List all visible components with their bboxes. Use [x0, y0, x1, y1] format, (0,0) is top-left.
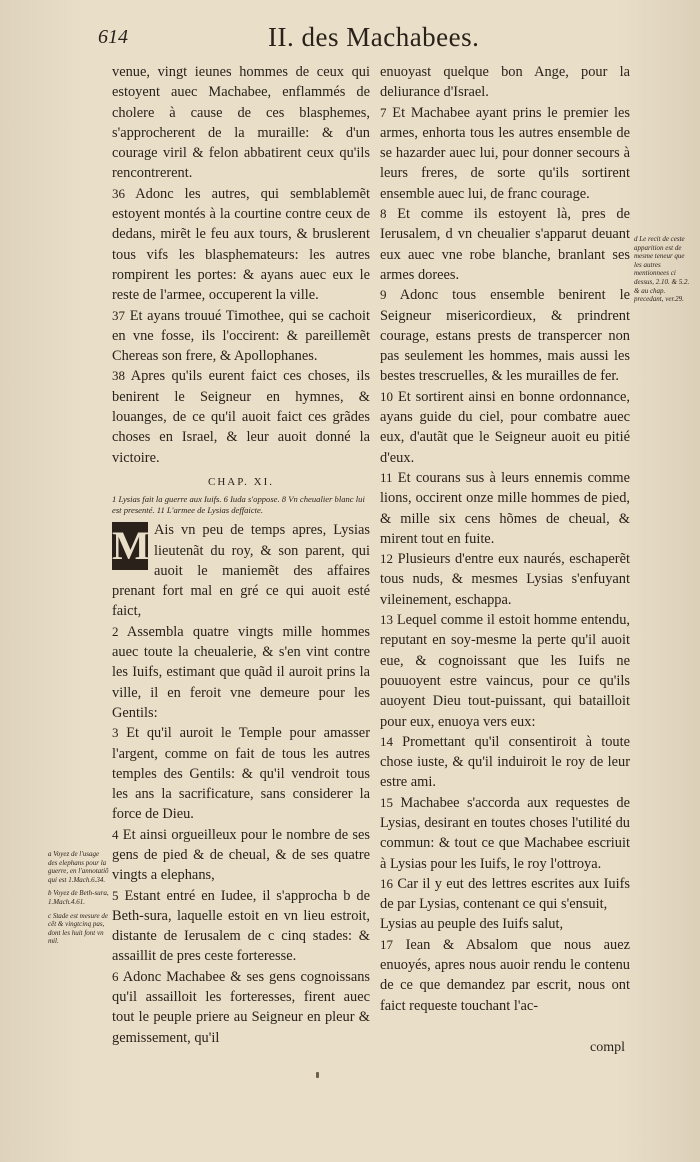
catchword: compl	[590, 1040, 625, 1055]
verse	[380, 935, 630, 1016]
verse-number: 5	[112, 887, 119, 903]
verse-number: 2	[112, 623, 119, 639]
verse-text: Et sortirent ainsi en bonne ordonnance, ayans guide du ciel, pour combatre auec eux, d'autãt que le Seigneur auoit eu pitié d'eux.	[380, 388, 630, 466]
left-column	[112, 62, 370, 1048]
verse	[380, 468, 630, 549]
chapter-heading: CHAP. XI.	[208, 475, 274, 488]
verse-number: 11	[380, 469, 393, 485]
verse-text: Lysias au peuple des Iuifs salut,	[380, 916, 564, 933]
verse	[380, 387, 630, 468]
verse-text: Promettant qu'il consentiroit à toute chose iuste, & qu'il induiroit le roy de leur estre ami.	[380, 733, 630, 791]
verse	[380, 103, 630, 204]
right-column	[380, 62, 630, 1016]
verse-number: 9	[380, 287, 387, 303]
chapter-opening	[112, 520, 370, 621]
verse	[112, 967, 370, 1048]
verse-text: Et ainsi orgueilleux pour le nombre de ses gens de pied & de cheual, & de ses quatre vingts a elephans,	[112, 826, 370, 884]
verse-number: 12	[380, 551, 393, 567]
verse-text: Et comme ils estoyent là, pres de Ierusalem, d vn cheualier s'apparut deuant eux auec vne robe blanche, branlant ses armes dorees.	[380, 206, 630, 283]
verse-number: 4	[112, 826, 119, 842]
verse-text: Estant entré en Iudee, il s'approcha b de Beth-sura, laquelle estoit en vn lieu estroit, distante de Ierusalem de c cinq stades: & assaillit de pres ceste forteresse.	[112, 887, 370, 965]
verse	[380, 793, 630, 874]
verse-text: Et qu'il auroit le Temple pour amasser l'argent, comme on fait de tous les autres temples des Gentils: & qu'il vendroit tous les ans la sacrificature, sans considerer la force de Dieu.	[112, 725, 370, 823]
verse-text: venue, vingt ieunes hommes de ceux qui estoyent auec Machabee, enflammés de cholere à cause de ces blasphemes, s'approcherent de la muraille: & d'un courage viril & felon abbatirent ceux qu'ils rencontrerent.	[112, 64, 370, 182]
verse-text: Et Machabee ayant prins le premier les armes, enhorta tous les autres ensemble de se hazarder auec lui, pour donner secours à leurs freres, de sorte qu'ils sortirent ensemble auec lui, de franc courage.	[380, 104, 630, 202]
running-title: II. des Machabees.	[268, 22, 480, 52]
verse-text: Lequel comme il estoit homme entendu, reputant en soy-mesme la perte qu'il auoit eue, & cognoissant que les Iuifs ne pouuoyent estre vaincus, pour ce qu'ils auoyent Dieu tout-puissant, qui batailloit pour eux, enuoya vers eux:	[380, 612, 630, 730]
verse-number: 14	[380, 733, 393, 749]
verse-number: 15	[380, 794, 393, 810]
verse	[380, 285, 630, 386]
margin-note: d Le recit de ceste apparition est de mesme teneur que les autres mentionnees ci dessus, 2.10. & 5.2. & au chap. precedant, ver.29.	[634, 235, 690, 304]
verse-text: Et courans sus à leurs ennemis comme lions, occirent onze mille hommes de pied, & mille six cens hõmes de cheual, & mirent tout en fuite.	[380, 469, 630, 547]
verse-text: Adonc Machabee & ses gens cognoissans qu'il assailloit les forteresses, firent auec tout le peuple priere au Seigneur en pleur & gemissement, qu'il	[112, 968, 371, 1046]
verse	[380, 914, 630, 934]
ink-mark	[316, 1072, 319, 1078]
verse-text: Plusieurs d'entre eux naurés, eschaperẽt tous nuds, & mesmes Lysias s'enfuyant vileinement, eschappa.	[380, 551, 630, 608]
verse-text: Machabee s'accorda aux requestes de Lysias, desirant en toutes choses l'utilité du commun: & tout ce que Machabee escriuit à Lysias pour les Iuifs, le roy l'ottroya.	[380, 794, 631, 872]
verse-text: Iean & Absalom que nous auez enuoyés, apres nous auoir rendu le contenu de ce que demandez par escrit, nous ont faict requeste touchant l'ac-	[380, 936, 630, 1014]
verse-number: 16	[380, 875, 393, 891]
margin-note: c Stade est mesure de cẽt & vingtcinq pas, dont les huit font vn mil.	[48, 911, 108, 946]
verse-text: Adonc tous ensemble benirent le Seigneur misericordieux, & prindrent courage, estans prests de transpercer non pas seulement les hommes, mais aussi les bestes trescruelles, & les murailles de fer.	[380, 287, 630, 385]
verse	[112, 306, 370, 367]
verse	[112, 825, 370, 886]
margin-notes-right	[634, 235, 694, 309]
drop-cap-initial: M	[112, 523, 150, 569]
verse-number: 17	[380, 936, 393, 952]
verse-number: 37	[112, 307, 125, 323]
verse	[112, 622, 370, 723]
verse-text: Adonc les autres, qui semblablemẽt estoyent montés à la courtine contre ceux de dedans, mirẽt le feu aux tours, & bruslerent tous vifs les blasphemateurs: les autres rompirent les portes: & ayans auec eux le reste de l'armee, occuperent la ville.	[112, 185, 370, 304]
verse-text: Assembla quatre vingts mille hommes auec toute la cheualerie, & s'en vint contre les Iuifs, estimant que quãd il auroit prins la ville, il en feroit vne demeure pour les Gentils:	[112, 623, 370, 721]
verse	[380, 732, 630, 793]
verse-text: Et ayans trouué Timothee, qui se cachoit en vne fosse, ils l'occirent: & pareillemẽt Chereas son frere, & Apollophanes.	[112, 307, 370, 365]
verse	[380, 610, 630, 732]
verse-text: Apres qu'ils eurent faict ces choses, ils benirent le Seigneur en hymnes, & louanges, de ce qu'il auoit faict ces grãdes choses en Israel, & leur auoit donné la victoire.	[112, 368, 370, 466]
verse	[112, 184, 370, 306]
chapter-summary: 1 Lysias fait la guerre aux Iuifs. 6 Iuda s'oppose. 8 Vn cheualier blanc lui est presenté. 11 L'armee de Lysias deffaicte.	[112, 494, 365, 516]
verse	[112, 366, 370, 467]
verse	[380, 62, 630, 103]
verse	[380, 549, 630, 610]
verse-number: 7	[380, 104, 387, 120]
opening-text: Ais vn peu de temps apres, Lysias lieutenãt du roy, & son parent, qui auoit le maniemẽt des affaires prenant fort mal en gré ce qui auoit esté faict,	[112, 522, 370, 620]
verse-number: 3	[112, 725, 119, 741]
verse	[112, 886, 370, 967]
verse	[380, 204, 630, 285]
verse-number: 10	[380, 388, 393, 404]
verse-text: enuoyast quelque bon Ange, pour la deliurance d'Israel.	[380, 64, 630, 101]
verse-text: Car il y eut des lettres escrites aux Iuifs de par Lysias, contenant ce qui s'ensuit,	[380, 875, 630, 913]
margin-note: a Voyez de l'usage des elephans pour la guerre, en l'annotatiõ qui est 1.Mach.6.34.	[48, 850, 109, 884]
page-number: 614	[98, 26, 128, 48]
verse-number: 13	[380, 612, 393, 628]
verse	[380, 874, 630, 915]
verse	[112, 62, 370, 184]
verse-number: 8	[380, 206, 387, 222]
verse-number: 36	[112, 185, 125, 201]
verse	[112, 723, 370, 824]
verse-number: 6	[112, 968, 119, 984]
margin-note: b Voyez de Beth-sura, 1.Mach.4.61.	[48, 889, 109, 906]
margin-notes-left	[48, 850, 110, 951]
verse-number: 38	[112, 368, 125, 384]
